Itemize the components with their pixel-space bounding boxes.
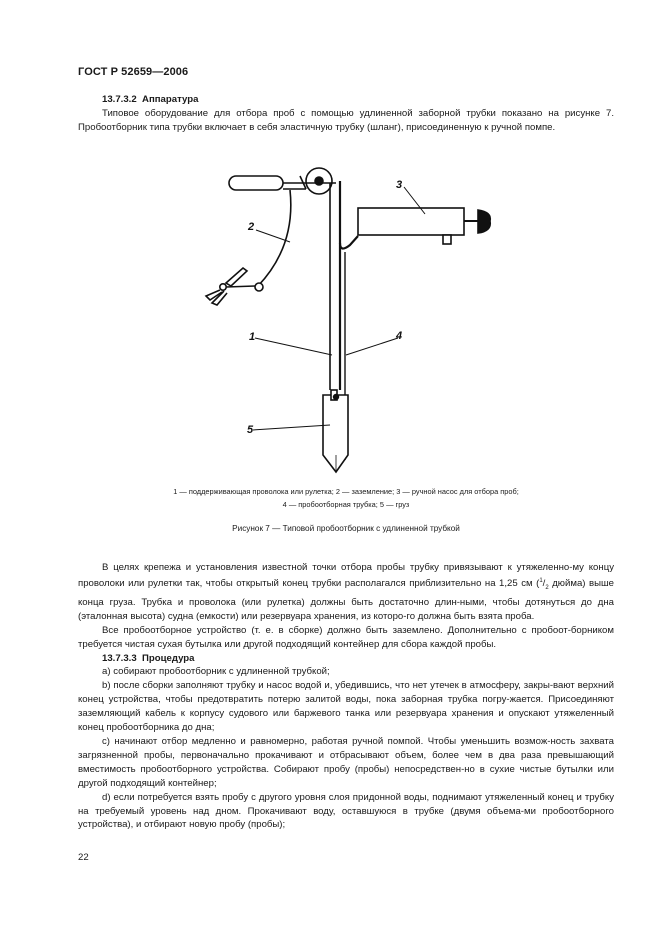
hand-pump: [358, 208, 464, 235]
grounding-wire: [258, 190, 291, 286]
page-number: 22: [78, 852, 89, 863]
figure-legend-line-1: 1 — поддерживающая проволока или рулетка; 2 — заземление; 3 — ручной насос для отбора проб;: [173, 487, 519, 496]
grounding-clamp: [206, 268, 263, 305]
top-handle: [229, 176, 283, 190]
sampling-tube: [340, 181, 358, 249]
label-5: 5: [247, 424, 254, 436]
label-3: 3: [396, 179, 403, 191]
list-item-a: а) собирают пробоотборник с удлиненной трубкой;: [102, 666, 330, 678]
section-title: Процедура: [142, 652, 195, 664]
label-2: 2: [248, 221, 255, 233]
document-header: ГОСТ Р 52659—2006: [78, 66, 189, 78]
section-number: 13.7.3.2: [102, 94, 137, 105]
section-title: Аппаратура: [142, 94, 199, 105]
list-item-c: с) начинают отбор медленно и равномерно, работая ручной помпой. Чтобы уменьшить возмож-ность захвата загрязненной пробы, первоначально прокачивают и отбрасывают объем, более чем в два раза превышающий вместимость пробоотборного устройства. Собирают пробу (пробы) непосредствен-но в сухие чистые бутылки или другой подходящий контейнер;: [78, 735, 614, 789]
label-1: 1: [249, 331, 256, 343]
list-item-b: b) после сборки заполняют трубку и насос водой и, убедившись, что нет утечек в атмосферу, закры-вают верхний конец устройства, чтобы предотвратить потерю залитой воды, пока заборная трубка погру-жается. Присоединяют заземляющий кабель к корпусу судового или баржевого танка или резервуара хранения и опускают утяжеленный конец пробоотборника до дна;: [78, 680, 614, 734]
weight: [323, 390, 348, 472]
apparatus-paragraph: Типовое оборудование для отбора проб с помощью удлиненной заборной трубки показано на рисунке 7. Пробоотборник типа трубки включает в себя эластичную трубку (шланг), присоединенную к ручной помпе.: [78, 107, 614, 133]
list-item-d: d) если потребуется взять пробу с другого уровня слоя придонной воды, поднимают утяжеленный конец и трубку на требуемый уровень над дном. Прокачивают воду, оставшуюся в трубке (двумя объема-ми пробоотборного устройства), и отбирают новую пробу (пробы);: [78, 791, 614, 831]
section-number: 13.7.3.3: [102, 652, 137, 664]
paragraph-1: В целях крепежа и установления известной точки отбора пробы трубку привязывают к утяжеленно-му концу проволоки или рулетки так, чтобы открытый конец трубки располагался приблизительно на 1,25 см ($^1/_2$ дюйма) выше конца груза. Трубка и проволока (или рулетка) должны быть достаточно длин-ными, чтобы дотянуться до дна (эталонная высота) судна (емкости) или резервуара хранения, из которо-го должна быть взята проба.: [78, 562, 615, 622]
paragraph-2: Все пробоотборное устройство (т. е. в сборке) должно быть заземлено. Дополнительно с пробоот-борником требуется чистая сухая бутылка или другой подходящий контейнер для сбора каждой пробы.: [78, 624, 614, 650]
label-4: 4: [396, 330, 403, 342]
figure-legend-line-2: 4 — пробоотборная трубка; 5 — груз: [282, 500, 410, 509]
body-text: [78, 561, 614, 832]
figure-caption: Рисунок 7 — Типовой пробоотборник с удлиненной трубкой: [232, 524, 460, 533]
